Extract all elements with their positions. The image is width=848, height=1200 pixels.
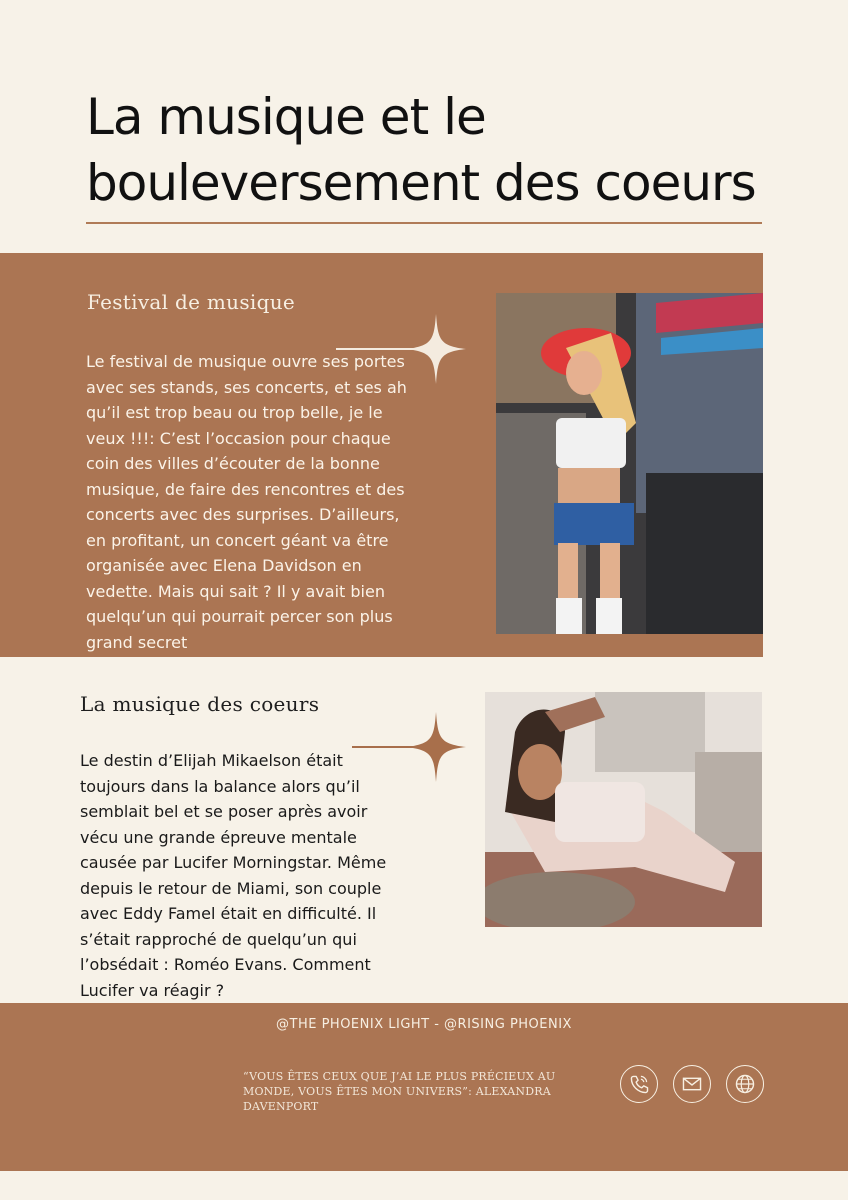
sparkle-icon — [406, 712, 466, 782]
title-divider — [86, 222, 762, 224]
phone-icon[interactable] — [620, 1065, 658, 1103]
article-text-festival: Le festival de musique ouvre ses portes avec ses stands, ses concerts, et ses ah qu’il est trop beau ou trop belle, je le veux !!!: C’est l’occasion pour chaque coin des villes d’écouter de la bonne musique, de faire des rencontres et des concerts avec des surprises. D’ailleurs, en profitant, un concert géant va être organisée avec Elena Davidson en vedette. Mais qui sait ? Il y avait bien quelqu’un qui pourrait percer son plus grand secret — [86, 352, 407, 652]
section-heading-coeurs: La musique des coeurs — [80, 692, 320, 716]
footer-quote: “VOUS ÊTES CEUX QUE J’AI LE PLUS PRÉCIEUX AU MONDE, VOUS ÊTES MON UNIVERS”: ALEXANDRA DAVENPORT — [243, 1070, 556, 1113]
title-line-1: La musique et le — [86, 88, 486, 146]
globe-icon[interactable] — [726, 1065, 764, 1103]
social-handles: @THE PHOENIX LIGHT - @RISING PHOENIX — [276, 1017, 572, 1032]
page-title — [86, 84, 806, 216]
coeurs-photo — [485, 692, 762, 927]
festival-photo — [496, 293, 763, 634]
article-text-coeurs: Le destin d’Elijah Mikaelson était toujours dans la balance alors qu’il semblait bel et se poser après avoir vécu une grande épreuve mentale causée par Lucifer Morningstar. Même depuis le retour de Miami, son couple avec Eddy Famel était en difficulté. Il s’était rapproché de quelqu’un qui l’obsédait : Roméo Evans. Comment Lucifer va réagir ? — [80, 751, 387, 1000]
footer — [0, 1003, 848, 1171]
title-line-2: bouleversement des coeurs — [86, 154, 756, 212]
section-heading-festival: Festival de musique — [87, 290, 296, 314]
mail-icon[interactable] — [673, 1065, 711, 1103]
